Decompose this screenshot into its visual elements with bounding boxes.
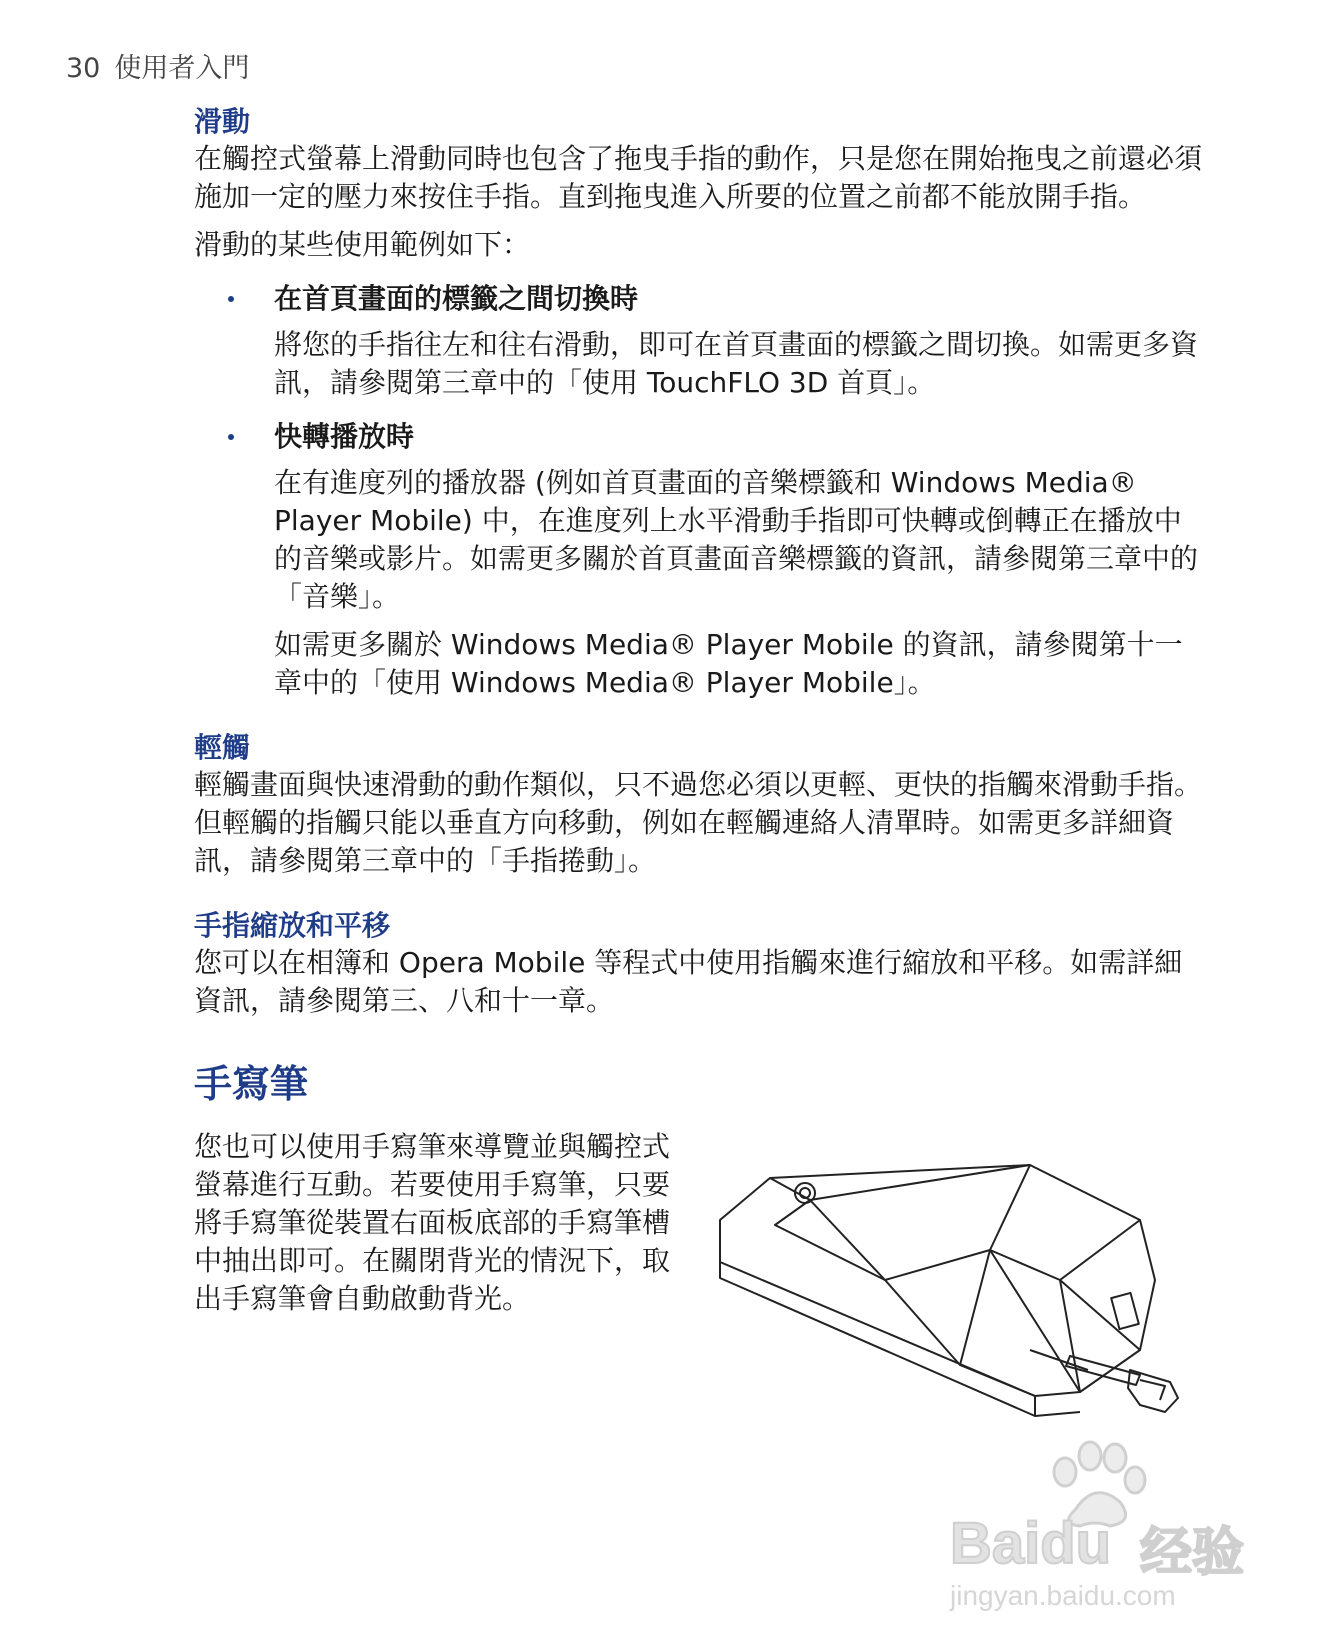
watermark-logo: Baidu <box>950 1511 1112 1576</box>
bullet-paragraph: 如需更多關於 Windows Media® Player Mobile 的資訊，請參閱第十一章中的「使用 Windows Media® Player Mobile」。 <box>274 628 1183 699</box>
stylus-heading: 手寫筆 <box>194 1062 309 1106</box>
zoom-section <box>194 908 1204 1020</box>
zoom-heading: 手指縮放和平移 <box>194 909 391 942</box>
flick-paragraph: 輕觸畫面與快速滑動的動作類似，只不過您必須以更輕、更快的指觸來滑動手指。但輕觸的指觸只能以垂直方向移動，例如在輕觸連絡人清單時。如需更多詳細資訊，請參閱第三章中的「手指捲動」。 <box>194 768 1203 877</box>
bullet-paragraph: 在有進度列的播放器 (例如首頁畫面的音樂標籤和 Windows Media® Player Mobile) 中，在進度列上水平滑動手指即可快轉或倒轉正在播放中的音樂或影片。如需更多關於首頁畫面音樂標籤的資訊，請參閱第三章中的「音樂」。 <box>274 466 1199 613</box>
bullet-title: 快轉播放時 <box>274 420 415 453</box>
baidu-watermark <box>940 1440 1270 1620</box>
flick-heading: 輕觸 <box>194 731 251 764</box>
watermark-cn: 经验 <box>1140 1523 1245 1583</box>
bullet-item <box>194 418 1204 702</box>
bullet-paragraph: 將您的手指往左和往右滑動，即可在首頁畫面的標籤之間切換。如需更多資訊，請參閱第三章中的「使用 TouchFLO 3D 首頁」。 <box>274 328 1199 399</box>
bullet-title: 在首頁畫面的標籤之間切換時 <box>274 282 639 315</box>
bullet-dot <box>228 434 234 440</box>
zoom-paragraph: 您可以在相簿和 Opera Mobile 等程式中使用指觸來進行縮放和平移。如需詳細資訊，請參閱第三、八和十一章。 <box>194 946 1183 1017</box>
main-content <box>194 104 1204 1318</box>
page-number: 30 <box>66 53 101 84</box>
swipe-paragraph: 在觸控式螢幕上滑動同時也包含了拖曳手指的動作，只是您在開始拖曳之前還必須施加一定的壓力來按住手指。直到拖曳進入所要的位置之前都不能放開手指。 <box>194 142 1203 213</box>
flick-section <box>194 730 1204 880</box>
swipe-examples-intro: 滑動的某些使用範例如下： <box>194 228 531 261</box>
bullet-dot <box>228 296 234 302</box>
chapter-title: 使用者入門 <box>114 53 250 84</box>
watermark-url: jingyan.baidu.com <box>950 1580 1176 1611</box>
stylus-paragraph: 您也可以使用手寫筆來導覽並與觸控式螢幕進行互動。若要使用手寫筆，只要將手寫筆從裝置右面板底部的手寫筆槽中抽出即可。在關閉背光的情況下，取出手寫筆會自動啟動背光。 <box>194 1130 671 1315</box>
device-stylus-illustration <box>700 1160 1200 1440</box>
bullet-item <box>194 280 1204 402</box>
swipe-heading: 滑動 <box>194 105 251 138</box>
page-header <box>66 46 249 85</box>
